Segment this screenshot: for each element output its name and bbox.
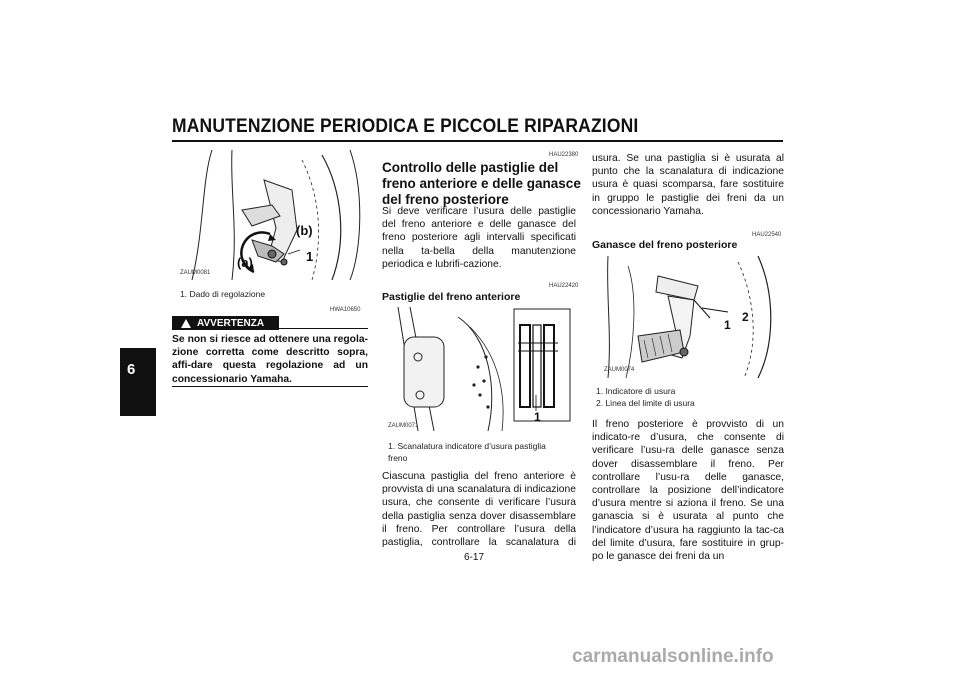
section2-ref: HAU22420 (549, 283, 579, 289)
callout-b: (b) (296, 223, 313, 238)
chapter-tab (120, 348, 156, 416)
warning-rule (279, 328, 368, 329)
front-pads-callout-1: 1 (534, 410, 541, 424)
section1-body: Si deve verificare l’usura delle pastiglie del freno anteriore e delle ganasce del freno posteriore agli intervalli specificati nella ta-bella della manutenzione periodica e lubrifi-cazione. (382, 206, 576, 270)
callout-1: 1 (306, 249, 314, 264)
chapter-number: 6 (127, 361, 136, 378)
section1-title: Controllo delle pastiglie del freno anteriore e delle ganasce del freno posteriore (382, 160, 581, 207)
callout-a: (a) (237, 255, 253, 270)
warning-ref: HWA10650 (330, 307, 361, 313)
page-title: MANUTENZIONE PERIODICA E PICCOLE RIPARAZIONI (172, 116, 639, 137)
rear-shoes-callout-1: 1 (724, 318, 731, 332)
figure-caption: 1. Dado di regolazione (180, 289, 266, 299)
figure-adjusting-nut (172, 150, 372, 280)
front-pads-figure-code: ZAUM0071 (388, 423, 419, 429)
section1-ref: HAU22380 (549, 152, 579, 158)
warning-badge (172, 316, 279, 330)
rear-shoes-caption-2: 2. Linea del limite di usura (596, 398, 695, 408)
rear-shoes-illustration (598, 256, 782, 378)
warning-bottom-rule (172, 386, 368, 387)
rear-shoes-callout-2: 2 (742, 310, 749, 324)
watermark: carmanualsonline.info (572, 646, 774, 667)
rear-shoes-caption-1: 1. Indicatore di usura (596, 386, 676, 396)
figure-front-pads (388, 307, 576, 431)
title-rule (172, 140, 783, 142)
adjusting-nut-illustration (172, 150, 372, 280)
page-number: 6-17 (464, 552, 485, 563)
section2-body-continued: usura. Se una pastiglia si è usurata al punto che la scanalatura di indicazione usura è quasi scomparsa, fare sostituire in gruppo le pastiglie dei freni da un concessionario Yamaha. (592, 153, 784, 217)
section3-body: Il freno posteriore è provvisto di un indicato-re d’usura, che consente di verificare l’usu-ra delle ganasce senza dover disassemblare il freno. Per controllare l’usu-ra delle ganasce, controllare la posizione dell’indicatore d’usura mentre si aziona il freno. Se una ganascia si è usurata al punto che l’indicatore d’usura ha raggiunto la tac-ca del limite d’usura, fare sostituire in grup-po le ganasce dei freni da un (592, 419, 784, 563)
figure-code: ZAUM0081 (180, 270, 211, 276)
rear-shoes-figure-code: ZAUM0074 (604, 367, 635, 373)
figure-rear-shoes (598, 256, 782, 378)
warning-text: Se non si riesce ad ottenere una regola-zione corretta come descritto sopra, affi-dare questa regolazione ad un concessionario Yamaha. (172, 334, 368, 385)
section2-title: Pastiglie del freno anteriore (382, 291, 521, 303)
warning-label: AVVERTENZA (197, 317, 265, 329)
section3-title: Ganasce del freno posteriore (592, 239, 738, 251)
front-pads-caption: 1. Scanalatura indicatore d’usura pastiglia freno (388, 441, 546, 463)
section2-body: Ciascuna pastiglia del freno anteriore è provvista di una scanalatura di indicazione usura, che consente di verificare l’usura della pastiglia senza dover disassemblare il freno. Per controllare l’usura della pastiglia, controllare la scanalatura di (382, 471, 576, 549)
front-pads-illustration (388, 307, 576, 431)
warning-icon (181, 319, 191, 328)
section3-ref: HAU22540 (752, 232, 782, 238)
